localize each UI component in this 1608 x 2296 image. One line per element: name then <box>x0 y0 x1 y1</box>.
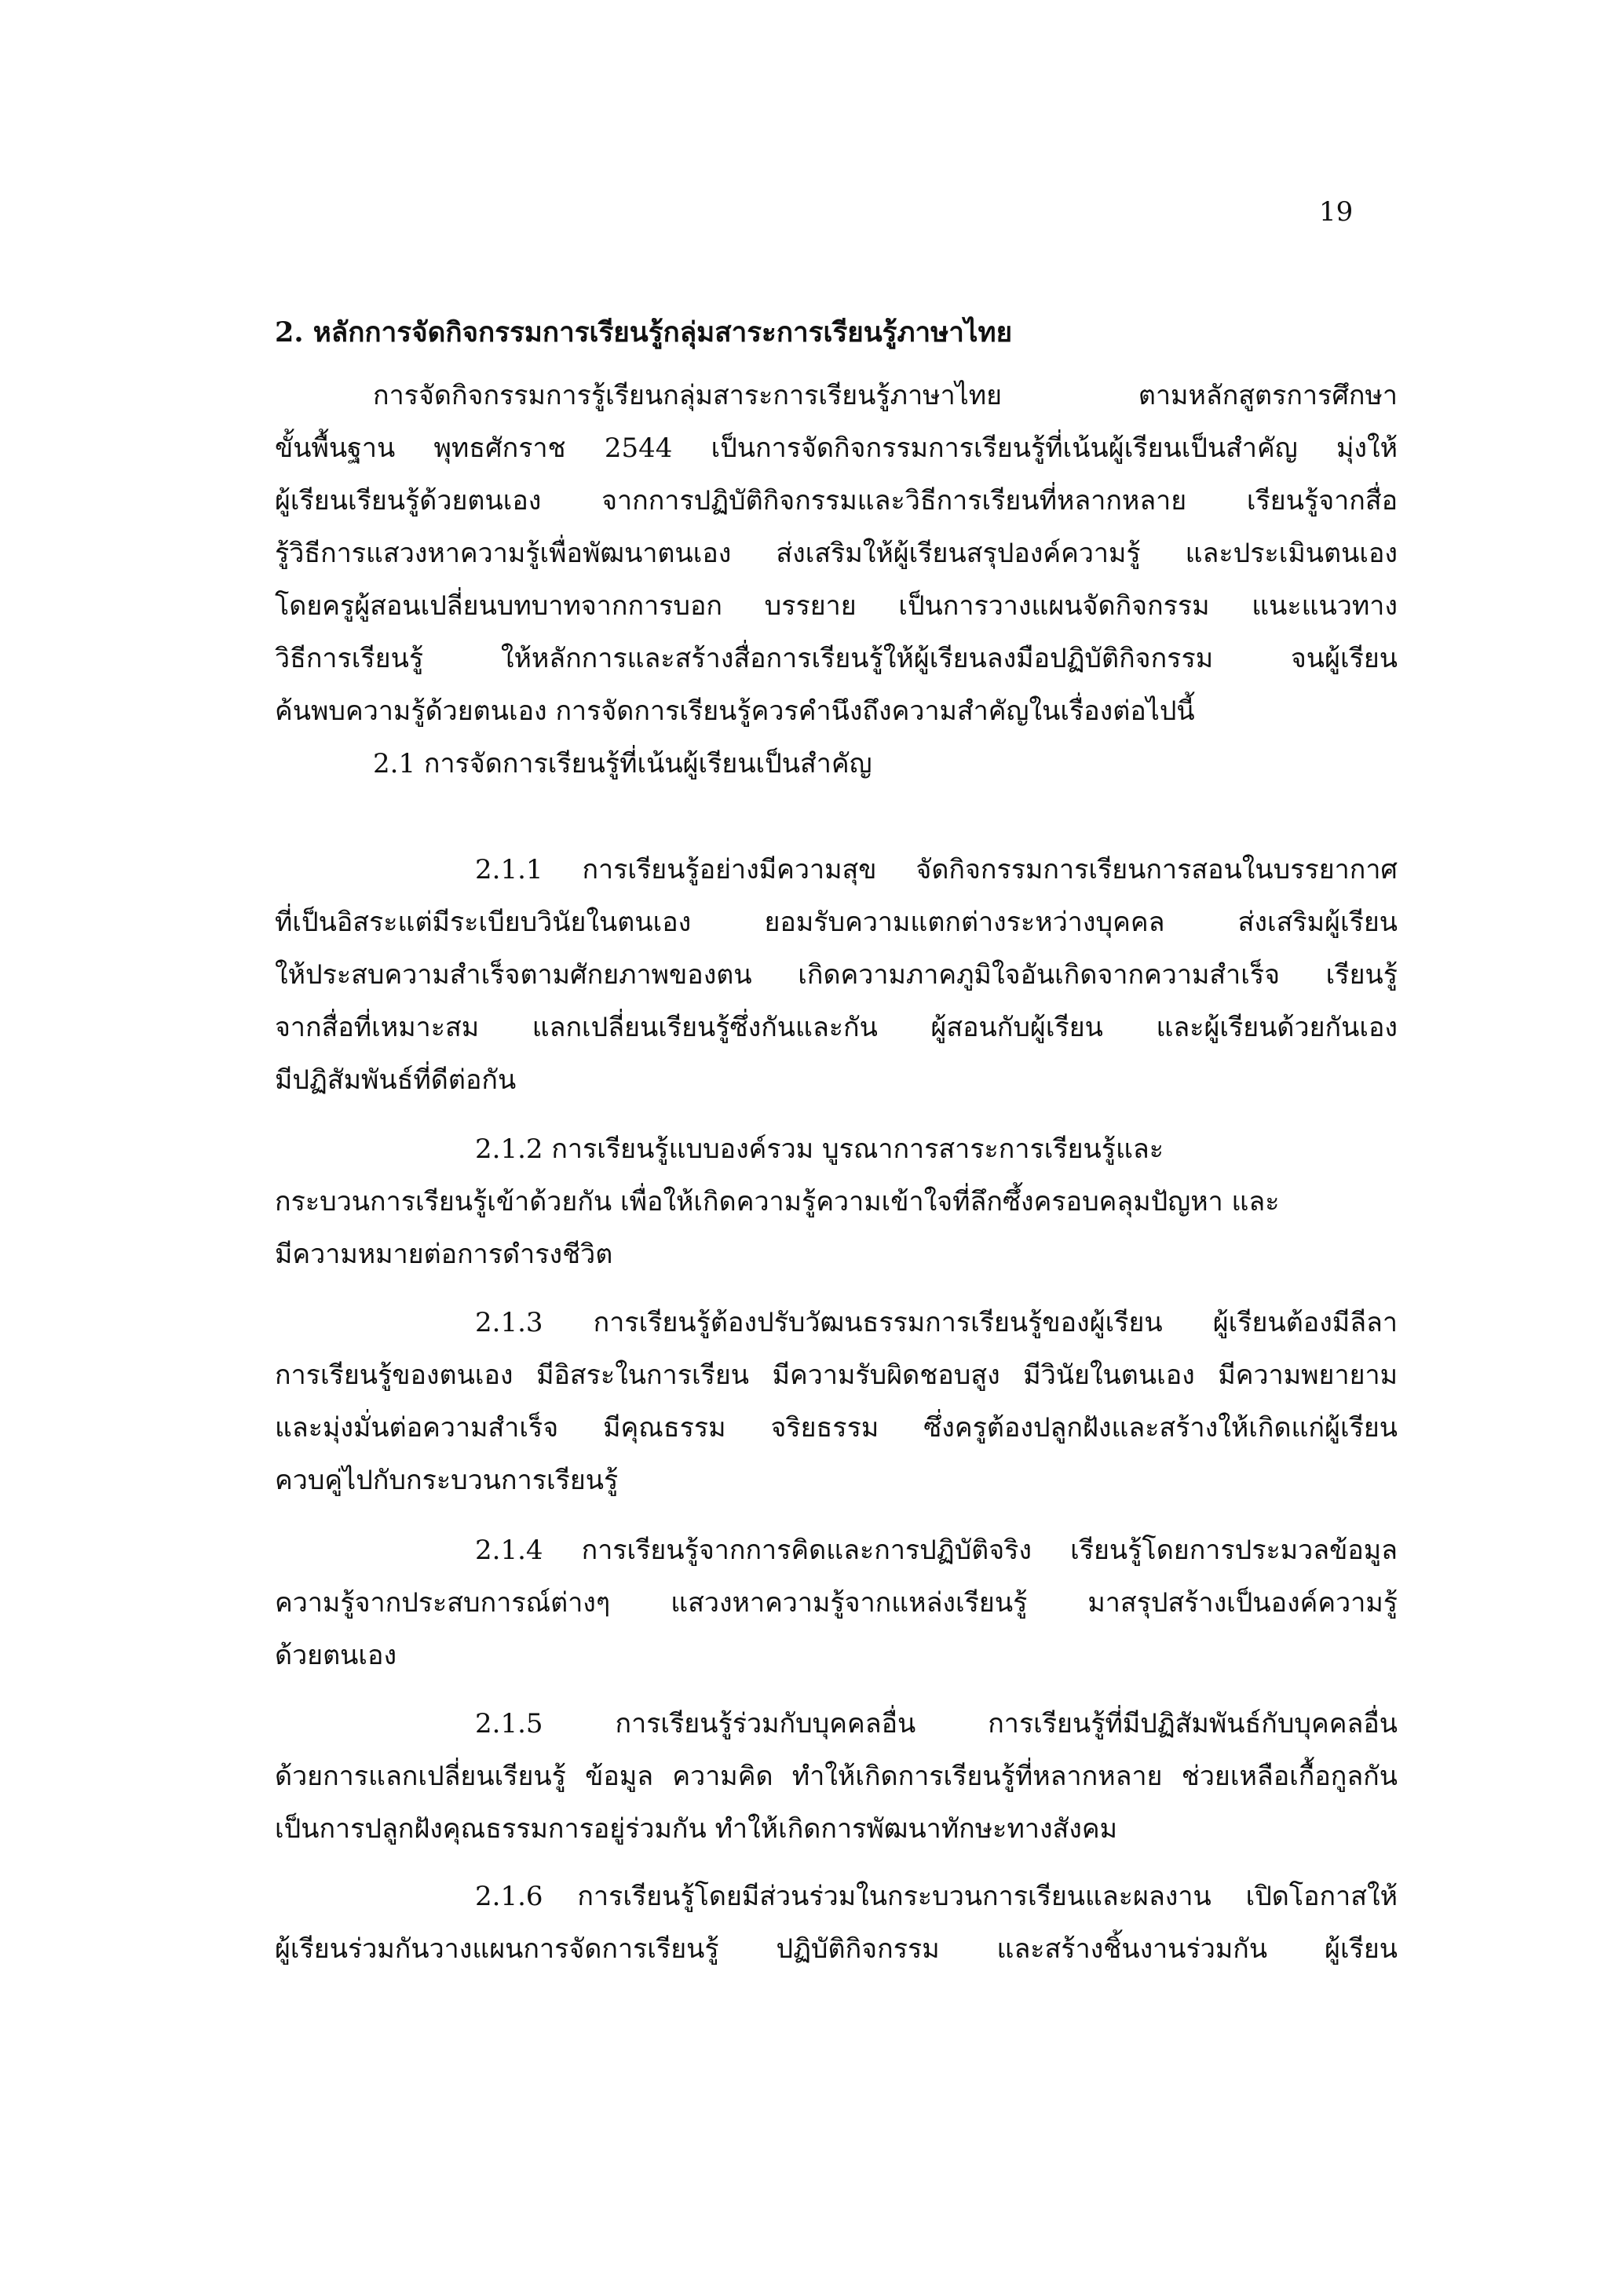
paragraph-line: ผู้เรียนร่วมกันวางแผนการจัดการเรียนรู้ ปฏิบัติกิจกรรม และสร้างชิ้นงานร่วมกัน ผู้เรียน <box>275 1933 1398 1965</box>
paragraph-line: 2.1.5 การเรียนรู้ร่วมกับบุคคลอื่น การเรียนรู้ที่มีปฏิสัมพันธ์กับบุคคลอื่น <box>475 1708 1398 1739</box>
section-heading: 2. หลักการจัดกิจกรรมการเรียนรู้กลุ่มสาระการเรียนรู้ภาษาไทย <box>275 316 1013 349</box>
subsection-heading: 2.1 การจัดการเรียนรู้ที่เน้นผู้เรียนเป็นสำคัญ <box>373 748 872 779</box>
paragraph-line: โดยครูผู้สอนเปลี่ยนบทบาทจากการบอก บรรยาย เป็นการวางแผนจัดกิจกรรม แนะแนวทาง <box>275 590 1398 622</box>
paragraph-line: มีปฏิสัมพันธ์ที่ดีต่อกัน <box>275 1064 517 1096</box>
paragraph-line: ความรู้จากประสบการณ์ต่างๆ แสวงหาความรู้จากแหล่งเรียนรู้ มาสรุปสร้างเป็นองค์ความรู้ <box>275 1587 1398 1619</box>
paragraph-line: การเรียนรู้ของตนเอง มีอิสระในการเรียน มีความรับผิดชอบสูง มีวินัยในตนเอง มีความพยายาม <box>275 1360 1398 1391</box>
paragraph-line: 2.1.6 การเรียนรู้โดยมีส่วนร่วมในกระบวนการเรียนและผลงาน เปิดโอกาสให้ <box>475 1881 1398 1912</box>
paragraph-line: 2.1.4 การเรียนรู้จากการคิดและการปฏิบัติจริง เรียนรู้โดยการประมวลข้อมูล <box>475 1535 1398 1566</box>
paragraph-line: กระบวนการเรียนรู้เข้าด้วยกัน เพื่อให้เกิดความรู้ความเข้าใจที่ลึกซึ้งครอบคลุมปัญหา และ <box>275 1186 1280 1217</box>
paragraph-line: จากสื่อที่เหมาะสม แลกเปลี่ยนเรียนรู้ซึ่งกันและกัน ผู้สอนกับผู้เรียน และผู้เรียนด้วยกันเอง <box>275 1012 1398 1043</box>
paragraph-line: ค้นพบความรู้ด้วยตนเอง การจัดการเรียนรู้ควรคำนึงถึงความสำคัญในเรื่องต่อไปนี้ <box>275 695 1195 727</box>
paragraph-line: วิธีการเรียนรู้ ให้หลักการและสร้างสื่อการเรียนรู้ให้ผู้เรียนลงมือปฏิบัติกิจกรรม จนผู้เรียน <box>275 643 1398 674</box>
paragraph-line: ด้วยการแลกเปลี่ยนเรียนรู้ ข้อมูล ความคิด ทำให้เกิดการเรียนรู้ที่หลากหลาย ช่วยเหลือเกื้อกูลกัน <box>275 1761 1398 1792</box>
paragraph-line: รู้วิธีการแสวงหาความรู้เพื่อพัฒนาตนเอง ส่งเสริมให้ผู้เรียนสรุปองค์ความรู้ และประเมินตนเอง <box>275 538 1398 569</box>
page-number: 19 <box>1319 196 1354 228</box>
paragraph-line: ด้วยตนเอง <box>275 1640 397 1671</box>
paragraph-line: และมุ่งมั่นต่อความสำเร็จ มีคุณธรรม จริยธรรม ซึ่งครูต้องปลูกฝังและสร้างให้เกิดแก่ผู้เรียน <box>275 1412 1398 1444</box>
paragraph-line: 2.1.2 การเรียนรู้แบบองค์รวม บูรณาการสาระการเรียนรู้และ <box>475 1133 1164 1165</box>
paragraph-line: ขั้นพื้นฐาน พุทธศักราช 2544 เป็นการจัดกิจกรรมการเรียนรู้ที่เน้นผู้เรียนเป็นสำคัญ มุ่งให้ <box>275 433 1398 464</box>
paragraph-line: การจัดกิจกรรมการรู้เรียนกลุ่มสาระการเรียนรู้ภาษาไทย ตามหลักสูตรการศึกษา <box>373 380 1398 411</box>
paragraph-line: ผู้เรียนเรียนรู้ด้วยตนเอง จากการปฏิบัติกิจกรรมและวิธีการเรียนที่หลากหลาย เรียนรู้จากสื่อ <box>275 485 1398 517</box>
paragraph-line: มีความหมายต่อการดำรงชีวิต <box>275 1239 613 1270</box>
paragraph-line: เป็นการปลูกฝังคุณธรรมการอยู่ร่วมกัน ทำให้เกิดการพัฒนาทักษะทางสังคม <box>275 1813 1118 1845</box>
paragraph-line: 2.1.3 การเรียนรู้ต้องปรับวัฒนธรรมการเรียนรู้ของผู้เรียน ผู้เรียนต้องมีลีลา <box>475 1307 1398 1338</box>
paragraph-line: ให้ประสบความสำเร็จตามศักยภาพของตน เกิดความภาคภูมิใจอันเกิดจากความสำเร็จ เรียนรู้ <box>275 959 1398 991</box>
paragraph-line: ควบคู่ไปกับกระบวนการเรียนรู้ <box>275 1465 619 1496</box>
paragraph-line: 2.1.1 การเรียนรู้อย่างมีความสุข จัดกิจกรรมการเรียนการสอนในบรรยากาศ <box>475 854 1398 885</box>
paragraph-line: ที่เป็นอิสระแต่มีระเบียบวินัยในตนเอง ยอมรับความแตกต่างระหว่างบุคคล ส่งเสริมผู้เรียน <box>275 907 1398 938</box>
